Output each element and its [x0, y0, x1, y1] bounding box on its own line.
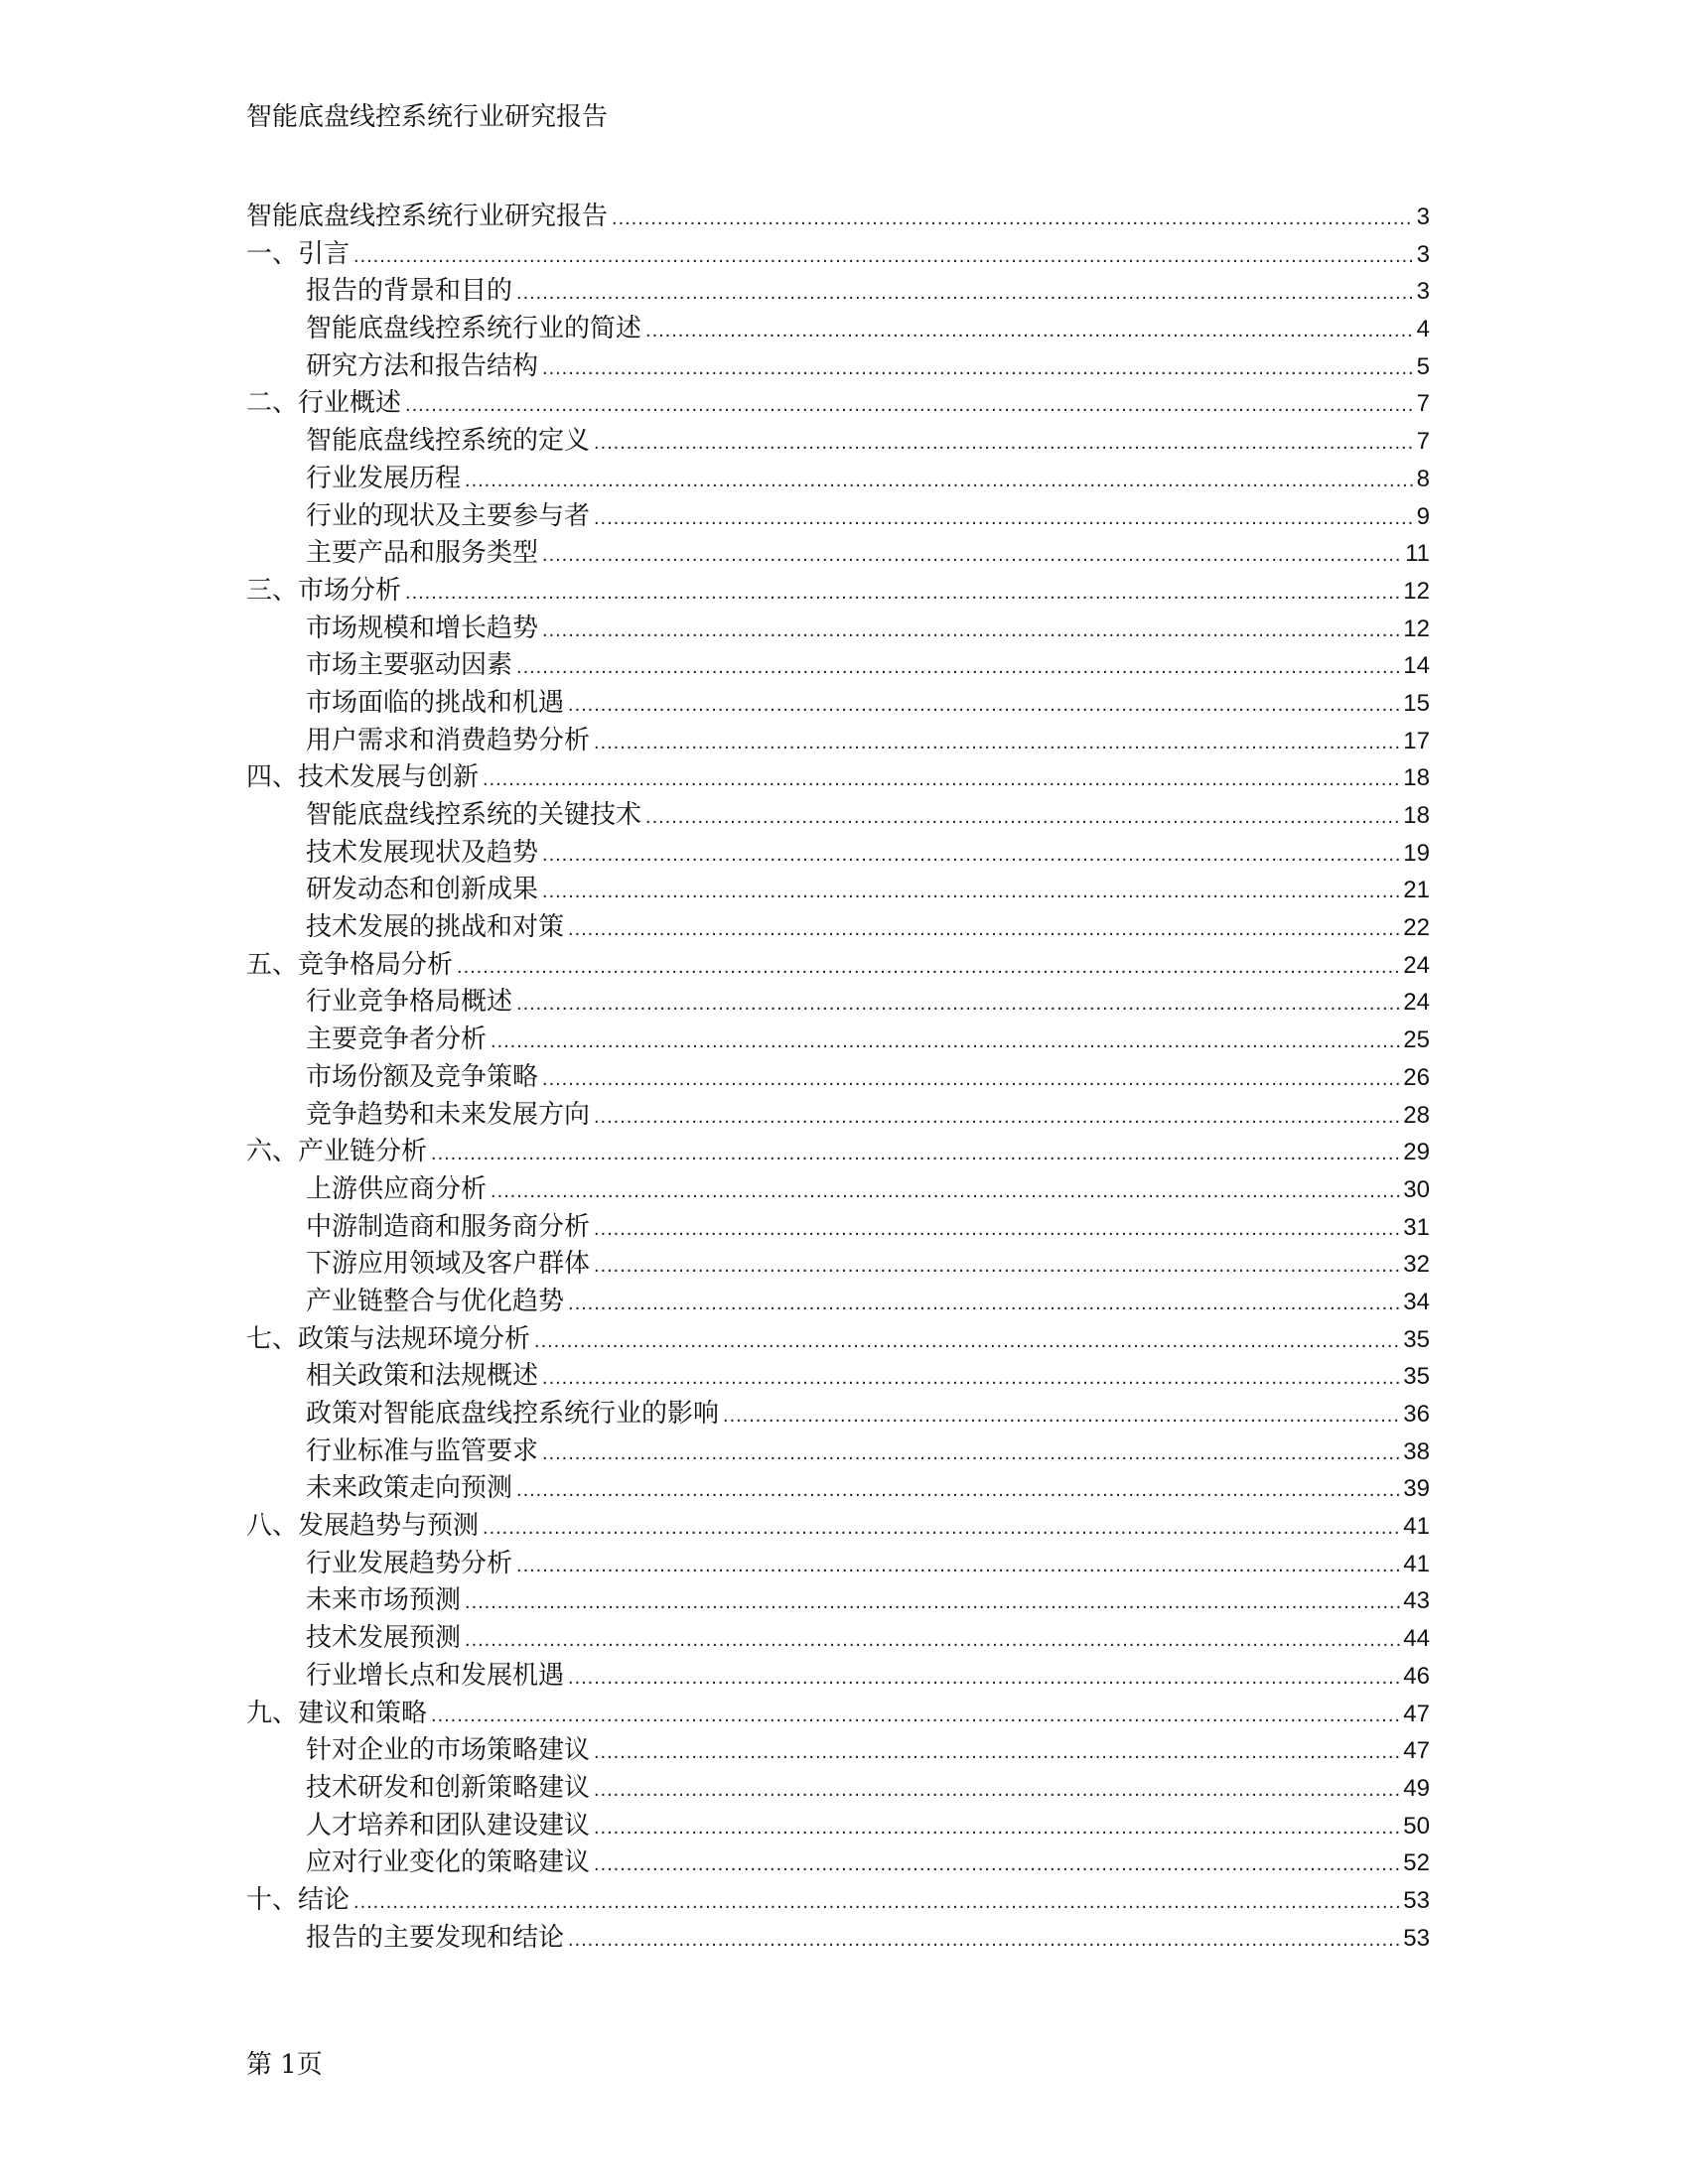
- toc-entry-title: 智能底盘线控系统行业研究报告: [246, 202, 609, 231]
- toc-entry-title: 三、市场分析: [246, 575, 402, 606]
- toc-entry-page-number: 24: [1403, 989, 1430, 1017]
- toc-entry-page-number: 11: [1405, 540, 1430, 568]
- toc-entry-page-number: 50: [1403, 1812, 1430, 1840]
- toc-dot-leader: [491, 1173, 1400, 1211]
- toc-entry-page-number: 25: [1403, 1026, 1430, 1054]
- toc-entry-title: 市场主要驱动因素: [306, 650, 513, 681]
- toc-dot-leader: [516, 1548, 1400, 1585]
- running-header: 智能底盘线控系统行业研究报告: [246, 102, 609, 132]
- toc-dot-leader: [542, 1360, 1400, 1398]
- toc-entry-page-number: 22: [1403, 914, 1430, 942]
- toc-section-entry[interactable]: [246, 647, 1430, 685]
- toc-chapter-entry[interactable]: [246, 199, 1430, 236]
- toc-dot-leader: [457, 949, 1400, 987]
- toc-entry-title: 中游制造商和服务商分析: [306, 1211, 591, 1242]
- toc-entry-page-number: 53: [1403, 1886, 1430, 1914]
- toc-chapter-entry[interactable]: [246, 1321, 1430, 1359]
- toc-entry-page-number: 30: [1403, 1175, 1430, 1203]
- toc-entry-page-number: 18: [1403, 802, 1430, 829]
- toc-section-entry[interactable]: [246, 1920, 1430, 1958]
- toc-dot-leader: [568, 1660, 1400, 1698]
- toc-entry-title: 行业标准与监管要求: [306, 1435, 539, 1466]
- toc-entry-page-number: 21: [1403, 877, 1430, 904]
- toc-section-entry[interactable]: [246, 273, 1430, 311]
- toc-entry-page-number: 29: [1403, 1139, 1430, 1166]
- toc-entry-title: 竞争趋势和未来发展方向: [306, 1099, 591, 1130]
- toc-dot-leader: [542, 874, 1400, 911]
- toc-entry-title: 产业链整合与优化趋势: [306, 1286, 565, 1316]
- toc-dot-leader: [542, 1061, 1400, 1099]
- toc-chapter-entry[interactable]: [246, 1508, 1430, 1546]
- toc-entry-page-number: 12: [1403, 614, 1430, 642]
- toc-entry-title: 技术研发和创新策略建议: [306, 1772, 591, 1803]
- toc-section-entry[interactable]: [246, 1582, 1430, 1620]
- toc-entry-page-number: 5: [1416, 352, 1430, 380]
- toc-section-entry[interactable]: [246, 311, 1430, 348]
- toc-dot-leader: [516, 986, 1400, 1024]
- toc-entry-title: 主要产品和服务类型: [306, 538, 539, 569]
- toc-entry-page-number: 38: [1403, 1437, 1430, 1465]
- toc-entry-title: 八、发展趋势与预测: [246, 1511, 480, 1542]
- toc-entry-title: 上游供应商分析: [306, 1173, 488, 1204]
- toc-dot-leader: [594, 500, 1414, 538]
- toc-entry-page-number: 47: [1403, 1700, 1430, 1727]
- toc-entry-page-number: 53: [1403, 1924, 1430, 1952]
- toc-entry-title: 一、引言: [246, 238, 351, 269]
- toc-dot-leader: [594, 1099, 1400, 1137]
- toc-section-entry[interactable]: [246, 1022, 1430, 1059]
- toc-dot-leader: [594, 425, 1414, 463]
- toc-section-entry[interactable]: [246, 1246, 1430, 1284]
- toc-dot-leader: [594, 1846, 1400, 1884]
- toc-entry-title: 智能底盘线控系统行业的简述: [306, 314, 642, 344]
- toc-entry-title: 未来市场预测: [306, 1585, 462, 1616]
- toc-entry-title: 行业发展趋势分析: [306, 1548, 513, 1578]
- toc-dot-leader: [542, 537, 1402, 575]
- toc-entry-title: 研究方法和报告结构: [306, 350, 539, 381]
- toc-entry-page-number: 39: [1403, 1475, 1430, 1503]
- toc-entry-page-number: 17: [1403, 727, 1430, 754]
- toc-entry-page-number: 19: [1403, 839, 1430, 867]
- toc-entry-title: 十、结论: [246, 1884, 351, 1915]
- toc-entry-page-number: 43: [1403, 1587, 1430, 1615]
- toc-dot-leader: [568, 1922, 1400, 1960]
- toc-section-entry[interactable]: [246, 685, 1430, 723]
- toc-entry-title: 六、产业链分析: [246, 1137, 428, 1167]
- toc-entry-page-number: 34: [1403, 1288, 1430, 1315]
- toc-entry-title: 人才培养和团队建设建议: [306, 1810, 591, 1841]
- toc-section-entry[interactable]: [246, 461, 1430, 498]
- toc-entry-title: 市场面临的挑战和机遇: [306, 687, 565, 718]
- toc-entry-page-number: 35: [1403, 1363, 1430, 1391]
- toc-section-entry[interactable]: [246, 1284, 1430, 1321]
- toc-dot-leader: [594, 1734, 1400, 1772]
- toc-dot-leader: [431, 1136, 1400, 1173]
- toc-dot-leader: [594, 1248, 1400, 1286]
- toc-entry-title: 行业增长点和发展机遇: [306, 1660, 565, 1691]
- toc-dot-leader: [594, 1810, 1400, 1847]
- toc-chapter-entry[interactable]: [246, 573, 1430, 611]
- toc-dot-leader: [542, 1435, 1400, 1473]
- toc-entry-page-number: 7: [1416, 428, 1430, 456]
- toc-dot-leader: [483, 1510, 1400, 1548]
- toc-dot-leader: [483, 761, 1400, 799]
- toc-entry-title: 四、技术发展与创新: [246, 762, 480, 793]
- toc-section-entry[interactable]: [246, 909, 1430, 947]
- toc-entry-page-number: 7: [1416, 390, 1430, 418]
- toc-dot-leader: [645, 799, 1400, 837]
- toc-entry-page-number: 18: [1403, 764, 1430, 792]
- toc-entry-page-number: 47: [1403, 1737, 1430, 1765]
- toc-dot-leader: [405, 387, 1414, 425]
- toc-section-entry[interactable]: [246, 835, 1430, 873]
- toc-chapter-entry[interactable]: [246, 759, 1430, 797]
- toc-dot-leader: [353, 238, 1414, 276]
- toc-section-entry[interactable]: [246, 1470, 1430, 1508]
- toc-entry-page-number: 4: [1416, 316, 1430, 343]
- toc-dot-leader: [594, 1772, 1400, 1810]
- toc-entry-title: 行业的现状及主要参与者: [306, 500, 591, 531]
- toc-dot-leader: [723, 1398, 1400, 1435]
- toc-entry-page-number: 24: [1403, 951, 1430, 979]
- toc-entry-title: 报告的主要发现和结论: [306, 1922, 565, 1953]
- toc-section-entry[interactable]: [246, 1171, 1430, 1209]
- toc-entry-title: 技术发展的挑战和对策: [306, 912, 565, 943]
- toc-section-entry[interactable]: [246, 1808, 1430, 1845]
- toc-chapter-entry[interactable]: [246, 236, 1430, 274]
- toc-section-entry[interactable]: [246, 535, 1430, 573]
- toc-section-entry[interactable]: [246, 723, 1430, 760]
- page-number: 第 1页: [246, 2050, 323, 2080]
- toc-entry-title: 研发动态和创新成果: [306, 875, 539, 905]
- toc-entry-title: 技术发展现状及趋势: [306, 837, 539, 868]
- toc-entry-title: 报告的背景和目的: [306, 276, 513, 307]
- toc-section-entry[interactable]: [246, 1658, 1430, 1696]
- toc-chapter-entry[interactable]: [246, 947, 1430, 985]
- toc-entry-page-number: 3: [1416, 278, 1430, 306]
- toc-dot-leader: [431, 1698, 1400, 1735]
- toc-entry-page-number: 41: [1403, 1550, 1430, 1577]
- table-of-contents: [246, 199, 1430, 1957]
- toc-section-entry[interactable]: [246, 1059, 1430, 1097]
- toc-entry-title: 主要竞争者分析: [306, 1024, 488, 1055]
- toc-dot-leader: [594, 1211, 1400, 1249]
- toc-entry-title: 行业发展历程: [306, 463, 462, 493]
- toc-section-entry[interactable]: [246, 1097, 1430, 1135]
- toc-entry-title: 未来政策走向预测: [306, 1473, 513, 1504]
- toc-section-entry[interactable]: [246, 984, 1430, 1022]
- toc-chapter-entry[interactable]: [246, 1882, 1430, 1920]
- toc-section-entry[interactable]: [246, 1770, 1430, 1808]
- toc-entry-page-number: 3: [1416, 240, 1430, 268]
- toc-dot-leader: [405, 575, 1400, 613]
- toc-entry-title: 九、建议和策略: [246, 1698, 428, 1728]
- toc-dot-leader: [491, 1024, 1400, 1061]
- toc-entry-title: 市场规模和增长趋势: [306, 613, 539, 643]
- toc-entry-page-number: 9: [1416, 502, 1430, 530]
- toc-dot-leader: [568, 1286, 1400, 1323]
- toc-entry-title: 应对行业变化的策略建议: [306, 1847, 591, 1878]
- toc-entry-title: 二、行业概述: [246, 388, 402, 419]
- toc-entry-page-number: 36: [1403, 1401, 1430, 1428]
- toc-dot-leader: [465, 1622, 1400, 1660]
- toc-dot-leader: [516, 1472, 1400, 1510]
- toc-entry-page-number: 12: [1403, 577, 1430, 605]
- toc-entry-page-number: 35: [1403, 1325, 1430, 1353]
- toc-entry-title: 智能底盘线控系统的关键技术: [306, 800, 642, 830]
- toc-entry-page-number: 46: [1403, 1662, 1430, 1690]
- toc-entry-page-number: 32: [1403, 1251, 1430, 1279]
- toc-dot-leader: [542, 837, 1400, 875]
- toc-dot-leader: [542, 613, 1400, 650]
- toc-entry-title: 五、竞争格局分析: [246, 949, 454, 980]
- toc-chapter-entry[interactable]: [246, 385, 1430, 423]
- toc-section-entry[interactable]: [246, 348, 1430, 386]
- toc-entry-title: 针对企业的市场策略建议: [306, 1735, 591, 1766]
- toc-entry-page-number: 8: [1416, 465, 1430, 492]
- toc-entry-title: 智能底盘线控系统的定义: [306, 426, 591, 457]
- toc-entry-page-number: 49: [1403, 1774, 1430, 1802]
- toc-entry-page-number: 52: [1403, 1849, 1430, 1877]
- toc-entry-title: 行业竞争格局概述: [306, 987, 513, 1018]
- toc-entry-page-number: 26: [1403, 1063, 1430, 1091]
- toc-section-entry[interactable]: [246, 611, 1430, 648]
- toc-section-entry[interactable]: [246, 1844, 1430, 1882]
- toc-section-entry[interactable]: [246, 872, 1430, 909]
- toc-entry-title: 技术发展预测: [306, 1623, 462, 1654]
- toc-entry-page-number: 3: [1416, 204, 1430, 230]
- toc-entry-title: 相关政策和法规概述: [306, 1361, 539, 1392]
- toc-dot-leader: [542, 350, 1414, 388]
- toc-dot-leader: [645, 313, 1414, 350]
- toc-entry-page-number: 15: [1403, 689, 1430, 717]
- toc-entry-page-number: 44: [1403, 1625, 1430, 1653]
- toc-entry-page-number: 41: [1403, 1513, 1430, 1541]
- toc-chapter-entry[interactable]: [246, 1696, 1430, 1733]
- toc-dot-leader: [534, 1323, 1400, 1361]
- toc-section-entry[interactable]: [246, 1620, 1430, 1658]
- toc-dot-leader: [568, 687, 1400, 725]
- toc-entry-title: 用户需求和消费趋势分析: [306, 725, 591, 755]
- toc-entry-title: 市场份额及竞争策略: [306, 1061, 539, 1092]
- toc-section-entry[interactable]: [246, 1358, 1430, 1396]
- toc-section-entry[interactable]: [246, 1209, 1430, 1247]
- toc-dot-leader: [568, 911, 1400, 949]
- toc-entry-page-number: 31: [1403, 1213, 1430, 1241]
- toc-dot-leader: [612, 201, 1414, 238]
- toc-section-entry[interactable]: [246, 797, 1430, 835]
- toc-dot-leader: [465, 463, 1414, 500]
- toc-dot-leader: [516, 275, 1414, 313]
- toc-dot-leader: [353, 1884, 1400, 1922]
- toc-section-entry[interactable]: [246, 1396, 1430, 1433]
- toc-entry-page-number: 28: [1403, 1101, 1430, 1129]
- toc-entry-title: 七、政策与法规环境分析: [246, 1323, 531, 1354]
- toc-section-entry[interactable]: [246, 1433, 1430, 1471]
- toc-entry-page-number: 14: [1403, 652, 1430, 680]
- toc-dot-leader: [465, 1584, 1400, 1622]
- toc-dot-leader: [516, 649, 1400, 687]
- toc-section-entry[interactable]: [246, 423, 1430, 461]
- toc-entry-title: 政策对智能底盘线控系统行业的影响: [306, 1399, 720, 1429]
- toc-section-entry[interactable]: [246, 1732, 1430, 1770]
- toc-entry-title: 下游应用领域及客户群体: [306, 1249, 591, 1280]
- toc-dot-leader: [594, 725, 1400, 762]
- toc-section-entry[interactable]: [246, 1546, 1430, 1583]
- toc-chapter-entry[interactable]: [246, 1134, 1430, 1171]
- toc-section-entry[interactable]: [246, 498, 1430, 536]
